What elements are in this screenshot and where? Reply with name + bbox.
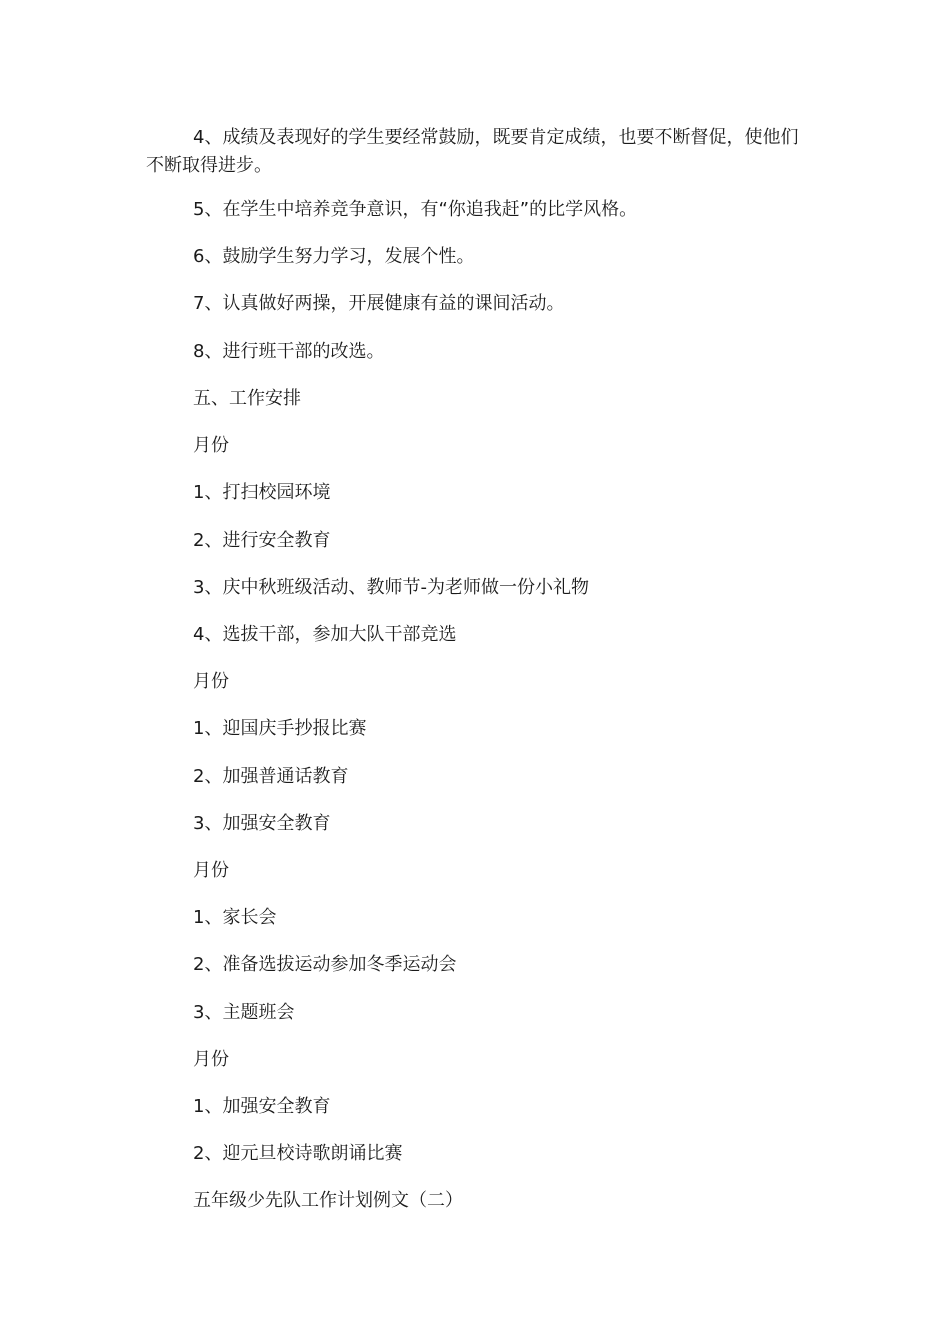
list-item: 2、进行安全教育 [193,530,331,551]
section-title: 五年级少先队工作计划例文（二） [193,1190,463,1211]
list-item: 2、迎元旦校诗歌朗诵比赛 [193,1143,403,1164]
paragraph: 6、鼓励学生努力学习，发展个性。 [193,246,475,267]
list-item: 1、打扫校园环境 [193,482,331,503]
paragraph: 4、成绩及表现好的学生要经常鼓励，既要肯定成绩，也要不断督促，使他们不断取得进步。 [146,127,799,176]
section-heading: 五、工作安排 [193,388,301,409]
month-label: 月份 [193,671,229,692]
month-label: 月份 [193,1049,229,1070]
list-item: 4、选拔干部，参加大队干部竞选 [193,624,457,645]
list-item: 1、迎国庆手抄报比赛 [193,718,367,739]
list-item: 1、家长会 [193,907,277,928]
list-item: 2、准备选拔运动参加冬季运动会 [193,954,457,975]
list-item: 2、加强普通话教育 [193,766,349,787]
list-item: 3、加强安全教育 [193,813,331,834]
paragraph: 5、在学生中培养竞争意识，有“你追我赶”的比学风格。 [193,199,638,220]
list-item: 3、庆中秋班级活动、教师节-为老师做一份小礼物 [193,577,589,598]
list-item: 1、加强安全教育 [193,1096,331,1117]
paragraph: 7、认真做好两操，开展健康有益的课间活动。 [193,293,565,314]
list-item: 3、主题班会 [193,1002,295,1023]
paragraph: 8、进行班干部的改选。 [193,341,385,362]
month-label: 月份 [193,435,229,456]
month-label: 月份 [193,860,229,881]
